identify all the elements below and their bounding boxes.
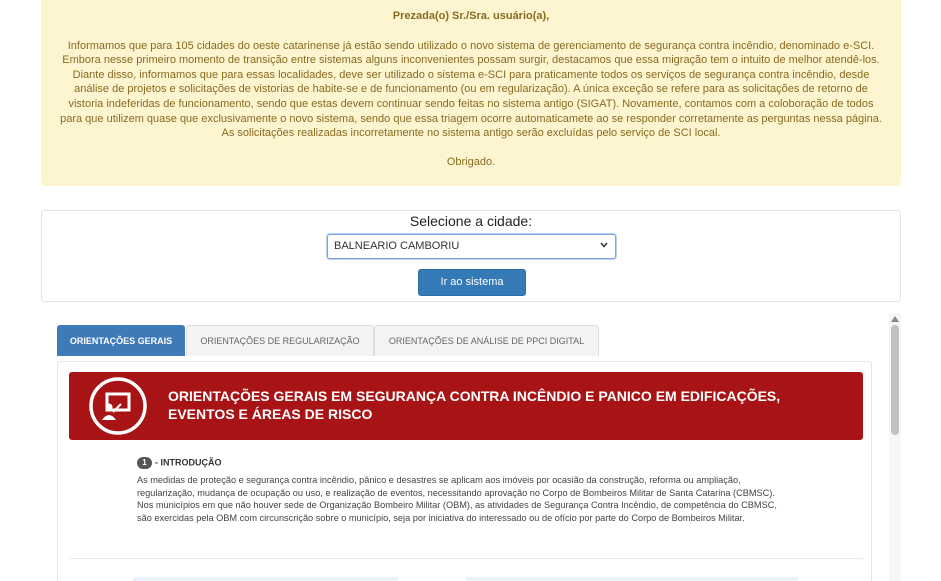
scrollbar[interactable] bbox=[889, 313, 901, 581]
notice-body: Informamos que para 105 cidades do oeste catarinense já estão sendo utilizado o novo sistema de gerenciamento de segurança contra incêndio, denominado e-SCI. Embora nesse primeiro momento de transição entre sistemas alguns inconvenientes possam surgir, destacamos que essa migração tem o intuito de melhor atendê-los. Diante disso, informamos que para essas localidades, deve ser utilizado o sistema e-SCI para praticamente todos os serviços de segurança contra incêndio, desde análise de projetos e solicitações de vistorias de habite-se e de funcionamento (ou em regularização). A única exceção se refere para as solicitações de retorno de vistoria indeferidas de funcionamento, sendo que estas devem continuar sendo feitas no sistema antigo (SIGAT). Novamente, contamos com a coloboração de todos para que utilizem quase que exclusivamente o novo sistema, sendo que essa triagem ocorre automaticamete ao se responder corretamente as perguntas nessa página. As solicitações realizadas incorretamente no sistema antigo serão excluídas pelo serviço de SCI local. bbox=[60, 39, 882, 140]
city-select[interactable] bbox=[327, 234, 616, 259]
section-divider bbox=[69, 558, 863, 559]
section-heading bbox=[137, 457, 777, 471]
general-guidelines-banner bbox=[69, 372, 863, 440]
scroll-up-arrow-icon[interactable] bbox=[891, 316, 899, 322]
city-select-value: BALNEARIO CAMBORIU bbox=[334, 240, 460, 252]
go-to-system-button[interactable]: Ir ao sistema bbox=[418, 269, 526, 296]
city-selector-panel bbox=[41, 210, 901, 302]
presentation-icon bbox=[88, 376, 148, 436]
section-title: - INTRODUÇÃO bbox=[155, 457, 222, 468]
banner-title: ORIENTAÇÕES GERAIS EM SEGURANÇA CONTRA INCÊNDIO E PANICO EM EDIFICAÇÕES, EVENTOS E ÁREAS DE RISCO bbox=[168, 388, 781, 422]
section-number-badge: 1 bbox=[137, 457, 152, 469]
tab-ppci-analysis[interactable]: ORIENTAÇÕES DE ANÁLISE DE PPCI DIGITAL bbox=[374, 325, 599, 356]
introduction-section bbox=[137, 457, 777, 524]
chevron-down-icon bbox=[599, 239, 609, 251]
sub-card-left bbox=[133, 577, 398, 581]
scrollbar-thumb[interactable] bbox=[891, 325, 899, 435]
city-select-label: Selecione a cidade: bbox=[409, 213, 533, 229]
migration-notice bbox=[41, 0, 901, 186]
notice-closing: Obrigado. bbox=[446, 155, 496, 168]
section-text: As medidas de proteção e segurança contra incêndio, pânico e desastres se aplicam aos imóveis por ocasião da construção, reforma ou ampliação, regularização, mudança de ocupação ou uso, e realização de eventos, necessitando aprovação no Corpo de Bombeiros Militar de Santa Catarina (CBMSC). Nos municípios em que não houver sede de Organização Bombeiro Militar (OBM), as atividades de Segurança Contra Incêndio, de competência do CBMSC, são exercidas pela OBM com circunscrição sobre o município, seja por iniciativa do interessado ou de ofício por parte do Corpo de Bombeiros Militar. bbox=[137, 475, 777, 523]
sub-card-right bbox=[466, 577, 798, 581]
notice-greeting: Prezada(o) Sr./Sra. usuário(a), bbox=[392, 10, 550, 22]
tab-general[interactable]: ORIENTAÇÕES GERAIS bbox=[57, 325, 185, 356]
tab-regularization[interactable]: ORIENTAÇÕES DE REGULARIZAÇÃO bbox=[186, 325, 374, 356]
tab-content-panel bbox=[57, 361, 872, 581]
